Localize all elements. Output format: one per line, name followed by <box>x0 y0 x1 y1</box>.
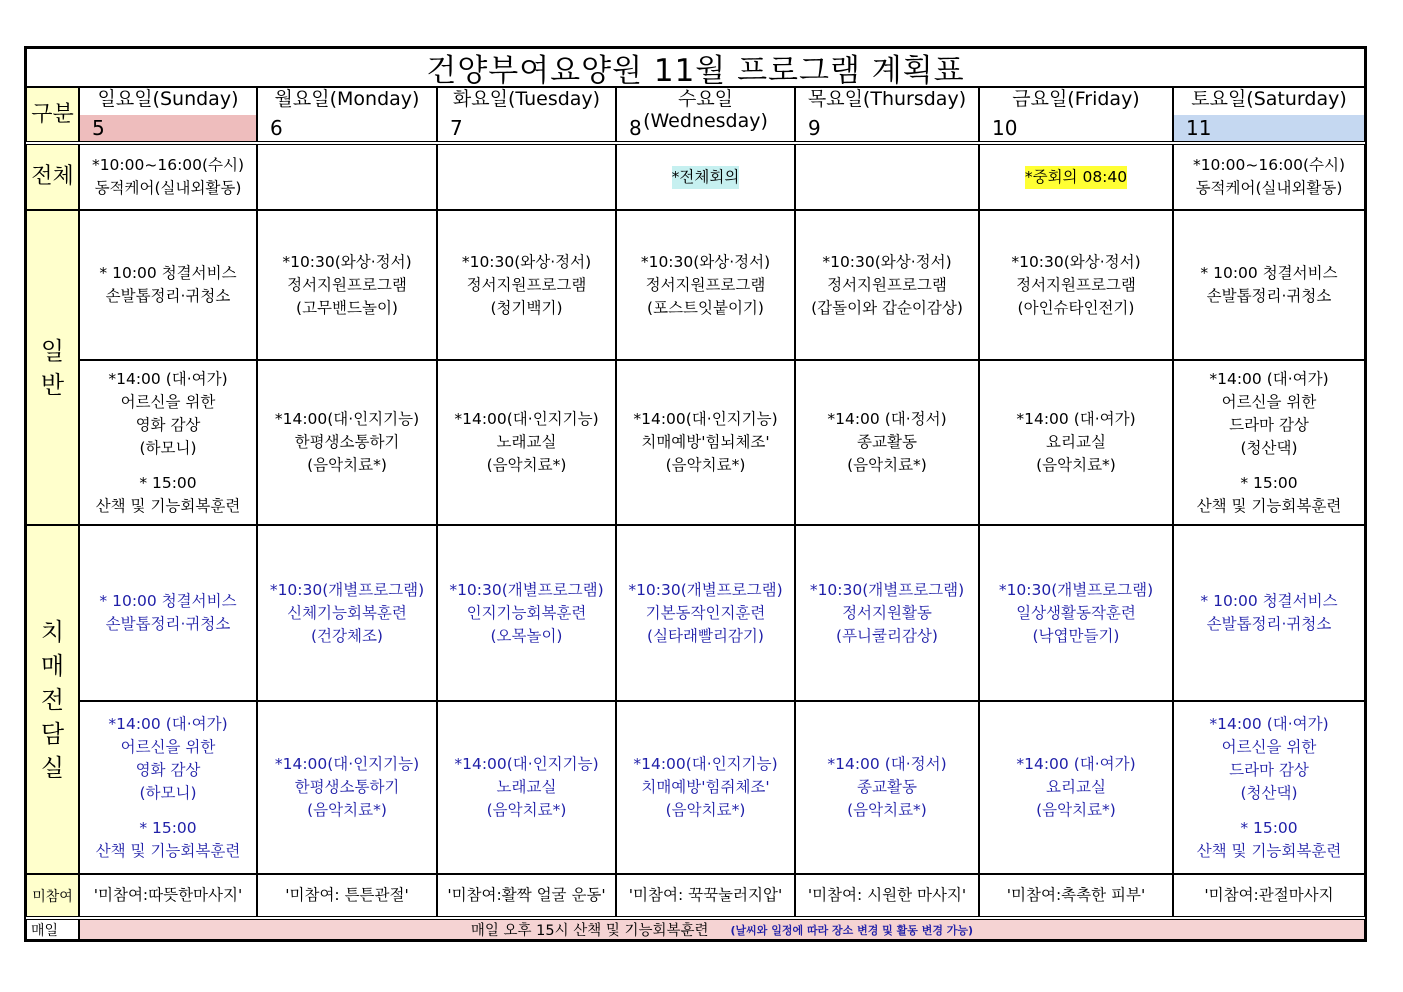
program-text: *10:30(와상·정서) 정서지원프로그램 (고무밴드놀이) <box>282 252 412 317</box>
program-text: * 10:00 청결서비스 손발톱정리·귀청소 <box>1200 264 1338 305</box>
jeonche-cell-sun <box>79 144 257 210</box>
nonparticipant-text: '미참여: 시원한 마사지' <box>807 886 967 904</box>
program-text: *10:30(개별프로그램) 인지기능회복훈련 (오목놀이) <box>449 580 604 645</box>
ilban-am-fri <box>979 210 1173 360</box>
program-text: *10:30(와상·정서) 정서지원프로그램 (청기백기) <box>461 252 592 317</box>
row-label-maeil-text: 매일 <box>31 922 59 939</box>
chimae-pm-wed <box>616 701 795 874</box>
ilban-am-mon <box>257 210 437 360</box>
chimae-am-sun <box>79 525 257 701</box>
row-label-micham-text: 미참여 <box>32 888 73 905</box>
ilban-am-sun <box>79 210 257 360</box>
ilban-pm-thu <box>795 360 979 525</box>
row-label-chimae-text: 치 매 전 담 실 <box>40 617 65 782</box>
nonparticipant-text: '미참여:활짝 얼굴 운동' <box>447 886 606 904</box>
chimae-pm-thu <box>795 701 979 874</box>
program-extra-text: * 15:00 산책 및 기능회복훈련 <box>95 473 241 515</box>
jeonche-cell-sat <box>1173 144 1365 210</box>
ilban-am-sat <box>1173 210 1365 360</box>
program-text: *14:00 (대·여가) 어르신을 위한 드라마 감상 (청산댁) <box>1209 369 1329 457</box>
chimae-am-fri <box>979 525 1173 701</box>
row-label-gubun <box>26 87 79 142</box>
program-text: *14:00 (대·여가) 어르신을 위한 드라마 감상 (청산댁) <box>1209 714 1329 802</box>
micham-fri <box>979 874 1173 917</box>
program-text: *10:30(개별프로그램) 신체기능회복훈련 (건강체조) <box>269 580 425 645</box>
jeonche-cell-fri <box>979 144 1173 210</box>
program-text: *14:00(대·인지기능) 치매예방'힘쥐체조' (음악치료*) <box>633 755 778 819</box>
day-header-thursday <box>795 87 979 142</box>
chimae-pm-sat <box>1173 701 1365 874</box>
day-name: 토요일(Saturday) <box>1191 88 1347 110</box>
micham-wed <box>616 874 795 917</box>
chimae-pm-sun <box>79 701 257 874</box>
program-text: *10:30(개별프로그램) 정서지원활동 (푸니쿨리감상) <box>809 580 965 645</box>
ilban-pm-sun <box>79 360 257 525</box>
chimae-pm-tue <box>437 701 616 874</box>
program-text: *14:00 (대·여가) 어르신을 위한 영화 감상 (하모니) <box>108 369 228 457</box>
program-text: *14:00 (대·정서) 종교활동 (음악치료*) <box>827 410 947 474</box>
row-label-micham <box>26 874 79 917</box>
day-name: 월요일(Monday) <box>274 88 420 110</box>
chimae-pm-mon <box>257 701 437 874</box>
day-header-wednesday <box>616 87 795 142</box>
ilban-am-tue <box>437 210 616 360</box>
program-text: *14:00(대·인지기능) 한평생소통하기 (음악치료*) <box>274 755 420 819</box>
day-date: 8 <box>629 116 642 140</box>
jeonche-text: *전체회의 <box>672 166 740 189</box>
day-date: 10 <box>992 116 1018 140</box>
chimae-am-sat <box>1173 525 1365 701</box>
program-text: *10:30(개별프로그램) 기본동작인지훈련 (실타래빨리감기) <box>628 580 783 645</box>
row-label-ilban-text: 일 반 <box>40 336 65 399</box>
program-extra-text: * 15:00 산책 및 기능회복훈련 <box>1196 818 1342 860</box>
day-date: 7 <box>450 116 463 140</box>
chimae-am-mon <box>257 525 437 701</box>
chimae-am-thu <box>795 525 979 701</box>
chimae-am-wed <box>616 525 795 701</box>
row-label-jeonche <box>26 144 79 210</box>
program-text: *14:00(대·인지기능) 노래교실 (음악치료*) <box>454 410 599 474</box>
program-text: *14:00(대·인지기능) 노래교실 (음악치료*) <box>454 755 599 819</box>
daily-activity-note: (날씨와 일정에 따라 장소 변경 및 활동 변경 가능) <box>730 923 974 937</box>
program-extra-text: * 15:00 산책 및 기능회복훈련 <box>1196 473 1342 515</box>
jeonche-cell-thu <box>795 144 979 210</box>
nonparticipant-text: '미참여: 꾹꾹눌러지압' <box>628 886 783 904</box>
program-schedule-table <box>24 46 1367 942</box>
day-date: 5 <box>92 116 105 140</box>
micham-mon <box>257 874 437 917</box>
program-text: *14:00 (대·여가) 요리교실 (음악치료*) <box>1016 755 1136 819</box>
program-text: *14:00 (대·여가) 요리교실 (음악치료*) <box>1016 410 1136 474</box>
micham-tue <box>437 874 616 917</box>
day-name: 목요일(Thursday) <box>807 88 967 110</box>
micham-sun <box>79 874 257 917</box>
jeonche-cell-mon <box>257 144 437 210</box>
ilban-pm-mon <box>257 360 437 525</box>
page-title: 건양부여요양원 11월 프로그램 계획표 <box>426 53 965 89</box>
day-name: 수요일(Wednesday) <box>643 88 768 132</box>
program-text: *10:30(와상·정서) 정서지원프로그램 (포스트잇붙이기) <box>640 252 771 317</box>
day-name: 일요일(Sunday) <box>97 88 239 110</box>
date-highlight <box>80 115 256 141</box>
nonparticipant-text: '미참여: 튼튼관절' <box>285 886 409 904</box>
program-text: *14:00(대·인지기능) 한평생소통하기 (음악치료*) <box>274 410 420 474</box>
program-text: * 10:00 청결서비스 손발톱정리·귀청소 <box>99 264 237 305</box>
jeonche-cell-tue <box>437 144 616 210</box>
ilban-pm-sat <box>1173 360 1365 525</box>
day-date: 11 <box>1186 116 1212 140</box>
day-header-tuesday <box>437 87 616 142</box>
daily-activity-text: 매일 오후 15시 산책 및 기능회복훈련 <box>470 923 709 939</box>
ilban-am-thu <box>795 210 979 360</box>
jeonche-text: *중회의 08:40 <box>1025 166 1127 189</box>
day-header-friday <box>979 87 1173 142</box>
program-text: *14:00 (대·여가) 어르신을 위한 영화 감상 (하모니) <box>108 714 228 802</box>
program-text: *10:30(와상·정서) 정서지원프로그램 (갑돌이와 갑순이감상) <box>811 252 963 317</box>
jeonche-text: *10:00~16:00(수시) 동적케어(실내외활동) <box>1192 156 1346 197</box>
program-text: * 10:00 청결서비스 손발톱정리·귀청소 <box>99 592 237 633</box>
row-label-maeil <box>26 919 79 940</box>
jeonche-cell-wed <box>616 144 795 210</box>
micham-sat <box>1173 874 1365 917</box>
program-text: *14:00 (대·정서) 종교활동 (음악치료*) <box>827 755 947 819</box>
day-name: 화요일(Tuesday) <box>452 88 601 110</box>
nonparticipant-text: '미참여:따뜻한마사지' <box>93 886 243 904</box>
row-label-chimae <box>26 525 79 874</box>
nonparticipant-text: '미참여:관절마사지 <box>1204 886 1334 904</box>
day-date: 9 <box>808 116 821 140</box>
chimae-am-tue <box>437 525 616 701</box>
program-extra-text: * 15:00 산책 및 기능회복훈련 <box>95 818 241 860</box>
row-label-jeonche-text: 전체 <box>31 164 74 189</box>
ilban-am-wed <box>616 210 795 360</box>
program-text: *10:30(와상·정서) 정서지원프로그램 (아인슈타인전기) <box>1011 252 1141 317</box>
ilban-pm-fri <box>979 360 1173 525</box>
day-name: 금요일(Friday) <box>1012 88 1140 110</box>
jeonche-text: *10:00~16:00(수시) 동적케어(실내외활동) <box>91 156 245 197</box>
program-text: *10:30(개별프로그램) 일상생활동작훈련 (낙엽만들기) <box>998 580 1154 645</box>
program-text: *14:00(대·인지기능) 치매예방'힘뇌체조' (음악치료*) <box>633 410 778 474</box>
program-text: * 10:00 청결서비스 손발톱정리·귀청소 <box>1200 592 1338 633</box>
ilban-pm-wed <box>616 360 795 525</box>
ilban-pm-tue <box>437 360 616 525</box>
nonparticipant-text: '미참여:촉촉한 피부' <box>1006 886 1146 904</box>
maeil-cell <box>79 919 1365 940</box>
row-label-ilban <box>26 210 79 525</box>
day-header-saturday <box>1173 87 1365 142</box>
day-header-sunday <box>79 87 257 142</box>
day-date: 6 <box>270 116 283 140</box>
title-cell <box>26 48 1365 87</box>
day-header-monday <box>257 87 437 142</box>
chimae-pm-fri <box>979 701 1173 874</box>
row-label-gubun-text: 구분 <box>31 101 74 127</box>
micham-thu <box>795 874 979 917</box>
